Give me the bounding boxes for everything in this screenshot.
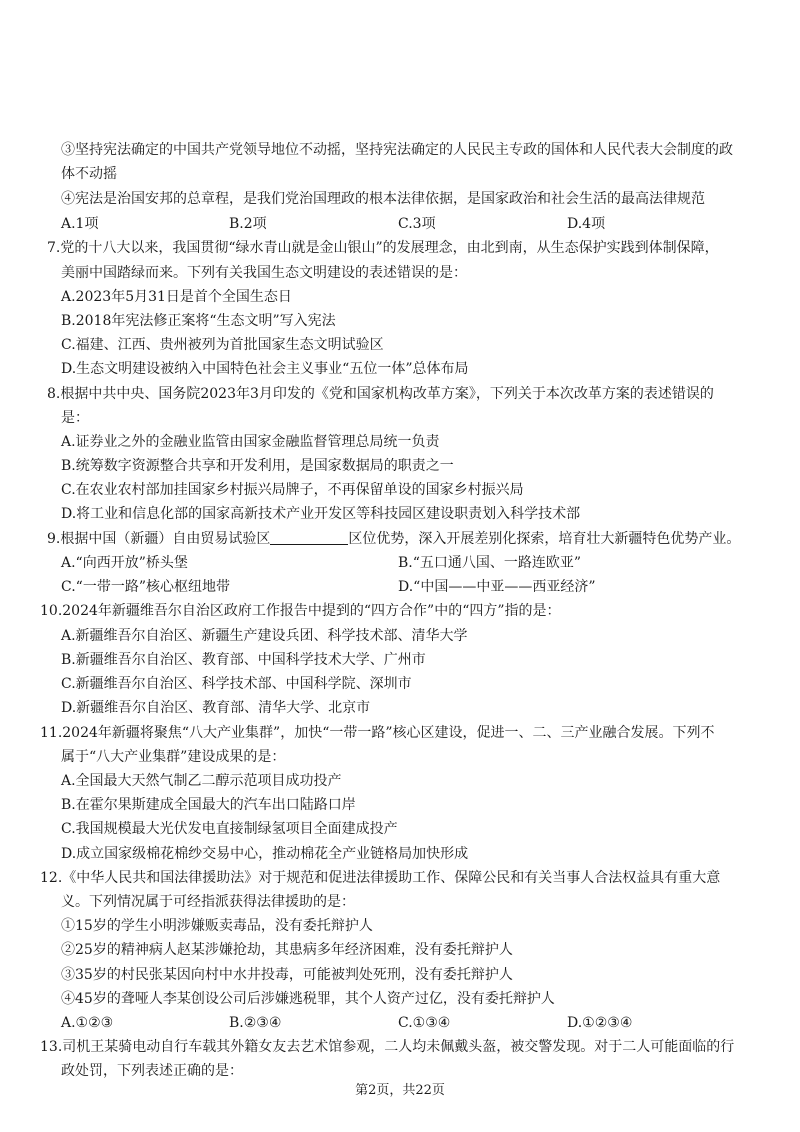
q6-option-b: B.2项 bbox=[229, 216, 267, 232]
q7-option-a: A.2023年5月31日是首个全国生态日 bbox=[61, 289, 292, 305]
q6-item-3-line-1: ③坚持宪法确定的中国共产党领导地位不动摇，坚持宪法确定的人民民主专政的国体和人民代表大会制度的政 bbox=[61, 142, 733, 158]
q12-option-b: B.②③④ bbox=[229, 1015, 282, 1031]
q8-option-c: C.在农业农村部加挂国家乡村振兴局牌子，不再保留单设的国家乡村振兴局 bbox=[61, 482, 524, 498]
q12-item-2: ②25岁的精神病人赵某涉嫌抢劫，其患病多年经济困难，没有委托辩护人 bbox=[61, 942, 513, 958]
q11-option-b: B.在霍尔果斯建成全国最大的汽车出口陆路口岸 bbox=[61, 797, 356, 813]
q12-stem-line-2: 义。下列情况属于可经指派获得法律援助的是： bbox=[61, 894, 355, 910]
q6-item-3-line-2: 体不动摇 bbox=[61, 166, 117, 182]
q8-option-b: B.统筹数字资源整合共享和开发利用，是国家数据局的职责之一 bbox=[61, 458, 454, 474]
q12-item-1: ①15岁的学生小明涉嫌贩卖毒品，没有委托辩护人 bbox=[61, 918, 373, 934]
q7-stem-line-2: 美丽中国踏绿而来。下列有关我国生态文明建设的表述错误的是： bbox=[61, 265, 467, 281]
q9-option-a: A.“向西开放”桥头堡 bbox=[61, 555, 188, 571]
q11-stem-line-2: 属于“八大产业集群”建设成果的是： bbox=[61, 749, 286, 765]
q11-option-d: D.成立国家级棉花棉纱交易中心，推动棉花全产业链格局加快形成 bbox=[61, 846, 469, 862]
q12-option-d: D.①②③④ bbox=[567, 1015, 633, 1031]
page-number-footer: 第2页，共22页 bbox=[355, 1083, 445, 1098]
q9-stem bbox=[47, 529, 740, 549]
q6-option-d: D.4项 bbox=[567, 216, 606, 232]
q9-option-b: B.“五口通八国、一路连欧亚” bbox=[398, 555, 582, 571]
q7-option-d: D.生态文明建设被纳入中国特色社会主义事业“五位一体”总体布局 bbox=[61, 361, 469, 377]
q12-stem-line-1: 12.《中华人民共和国法律援助法》对于规范和促进法律援助工作、保障公民和有关当事人合法权益具有重大意 bbox=[40, 870, 721, 886]
q12-item-4: ④45岁的聋哑人李某创设公司后涉嫌逃税罪，其个人资产过亿，没有委托辩护人 bbox=[61, 991, 555, 1007]
q8-option-a: A.证券业之外的金融业监管由国家金融监督管理总局统一负责 bbox=[61, 434, 440, 450]
q9-option-c: C.“一带一路”核心枢纽地带 bbox=[61, 579, 230, 595]
q8-option-d: D.将工业和信息化部的国家高新技术产业开发区等科技园区建设职责划入科学技术部 bbox=[61, 506, 581, 522]
q13-stem-line-2: 政处罚，下列表述正确的是： bbox=[61, 1063, 243, 1079]
q11-option-a: A.全国最大天然气制乙二醇示范项目成功投产 bbox=[61, 773, 342, 789]
q8-stem-line-2: 是： bbox=[61, 410, 89, 426]
q6-option-c: C.3项 bbox=[398, 216, 436, 232]
q11-stem-line-1: 11.2024年新疆将聚焦“八大产业集群”，加快“一带一路”核心区建设，促进一、二、三产业融合发展。下列不 bbox=[40, 725, 715, 741]
q10-option-d: D.新疆维吾尔自治区、教育部、清华大学、北京市 bbox=[61, 700, 371, 716]
q13-stem-line-1: 13.司机王某骑电动自行车载其外籍女友去艺术馆参观，二人均未佩戴头盔，被交警发现。对于二人可能面临的行 bbox=[40, 1039, 735, 1055]
q10-option-a: A.新疆维吾尔自治区、新疆生产建设兵团、科学技术部、清华大学 bbox=[61, 628, 468, 644]
q11-option-c: C.我国规模最大光伏发电直接制绿氢项目全面建成投产 bbox=[61, 821, 398, 837]
q9-fill-blank bbox=[270, 530, 348, 545]
q7-stem-line-1: 7.党的十八大以来，我国贯彻“绿水青山就是金山银山”的发展理念，由北到南，从生态保护实践到体制保障， bbox=[47, 240, 719, 256]
q12-item-3: ③35岁的村民张某因向村中水井投毒，可能被判处死刑，没有委托辩护人 bbox=[61, 967, 513, 983]
q12-option-c: C.①③④ bbox=[398, 1015, 451, 1031]
q7-option-b: B.2018年宪法修正案将“生态文明”写入宪法 bbox=[61, 313, 336, 329]
q10-option-b: B.新疆维吾尔自治区、教育部、中国科学技术大学、广州市 bbox=[61, 652, 426, 668]
q6-option-a: A.1项 bbox=[61, 216, 99, 232]
q8-stem-line-1: 8.根据中共中央、国务院2023年3月印发的《党和国家机构改革方案》，下列关于本次改革方案的表述错误的 bbox=[47, 386, 714, 402]
q9-stem-before-blank: 9.根据中国（新疆）自由贸易试验区 bbox=[47, 531, 271, 547]
q12-option-a: A.①②③ bbox=[61, 1015, 114, 1031]
q10-option-c: C.新疆维吾尔自治区、科学技术部、中国科学院、深圳市 bbox=[61, 676, 412, 692]
q9-stem-after-blank: 区位优势，深入开展差别化探索，培育壮大新疆特色优势产业。 bbox=[348, 531, 741, 547]
q7-option-c: C.福建、江西、贵州被列为首批国家生态文明试验区 bbox=[61, 337, 384, 353]
q9-option-d: D.“中国——中亚——西亚经济” bbox=[398, 579, 596, 595]
q10-stem: 10.2024年新疆维吾尔自治区政府工作报告中提到的“四方合作”中的“四方”指的是： bbox=[40, 603, 561, 619]
q6-item-4: ④宪法是治国安邦的总章程，是我们党治国理政的根本法律依据，是国家政治和社会生活的最高法律规范 bbox=[61, 191, 705, 207]
